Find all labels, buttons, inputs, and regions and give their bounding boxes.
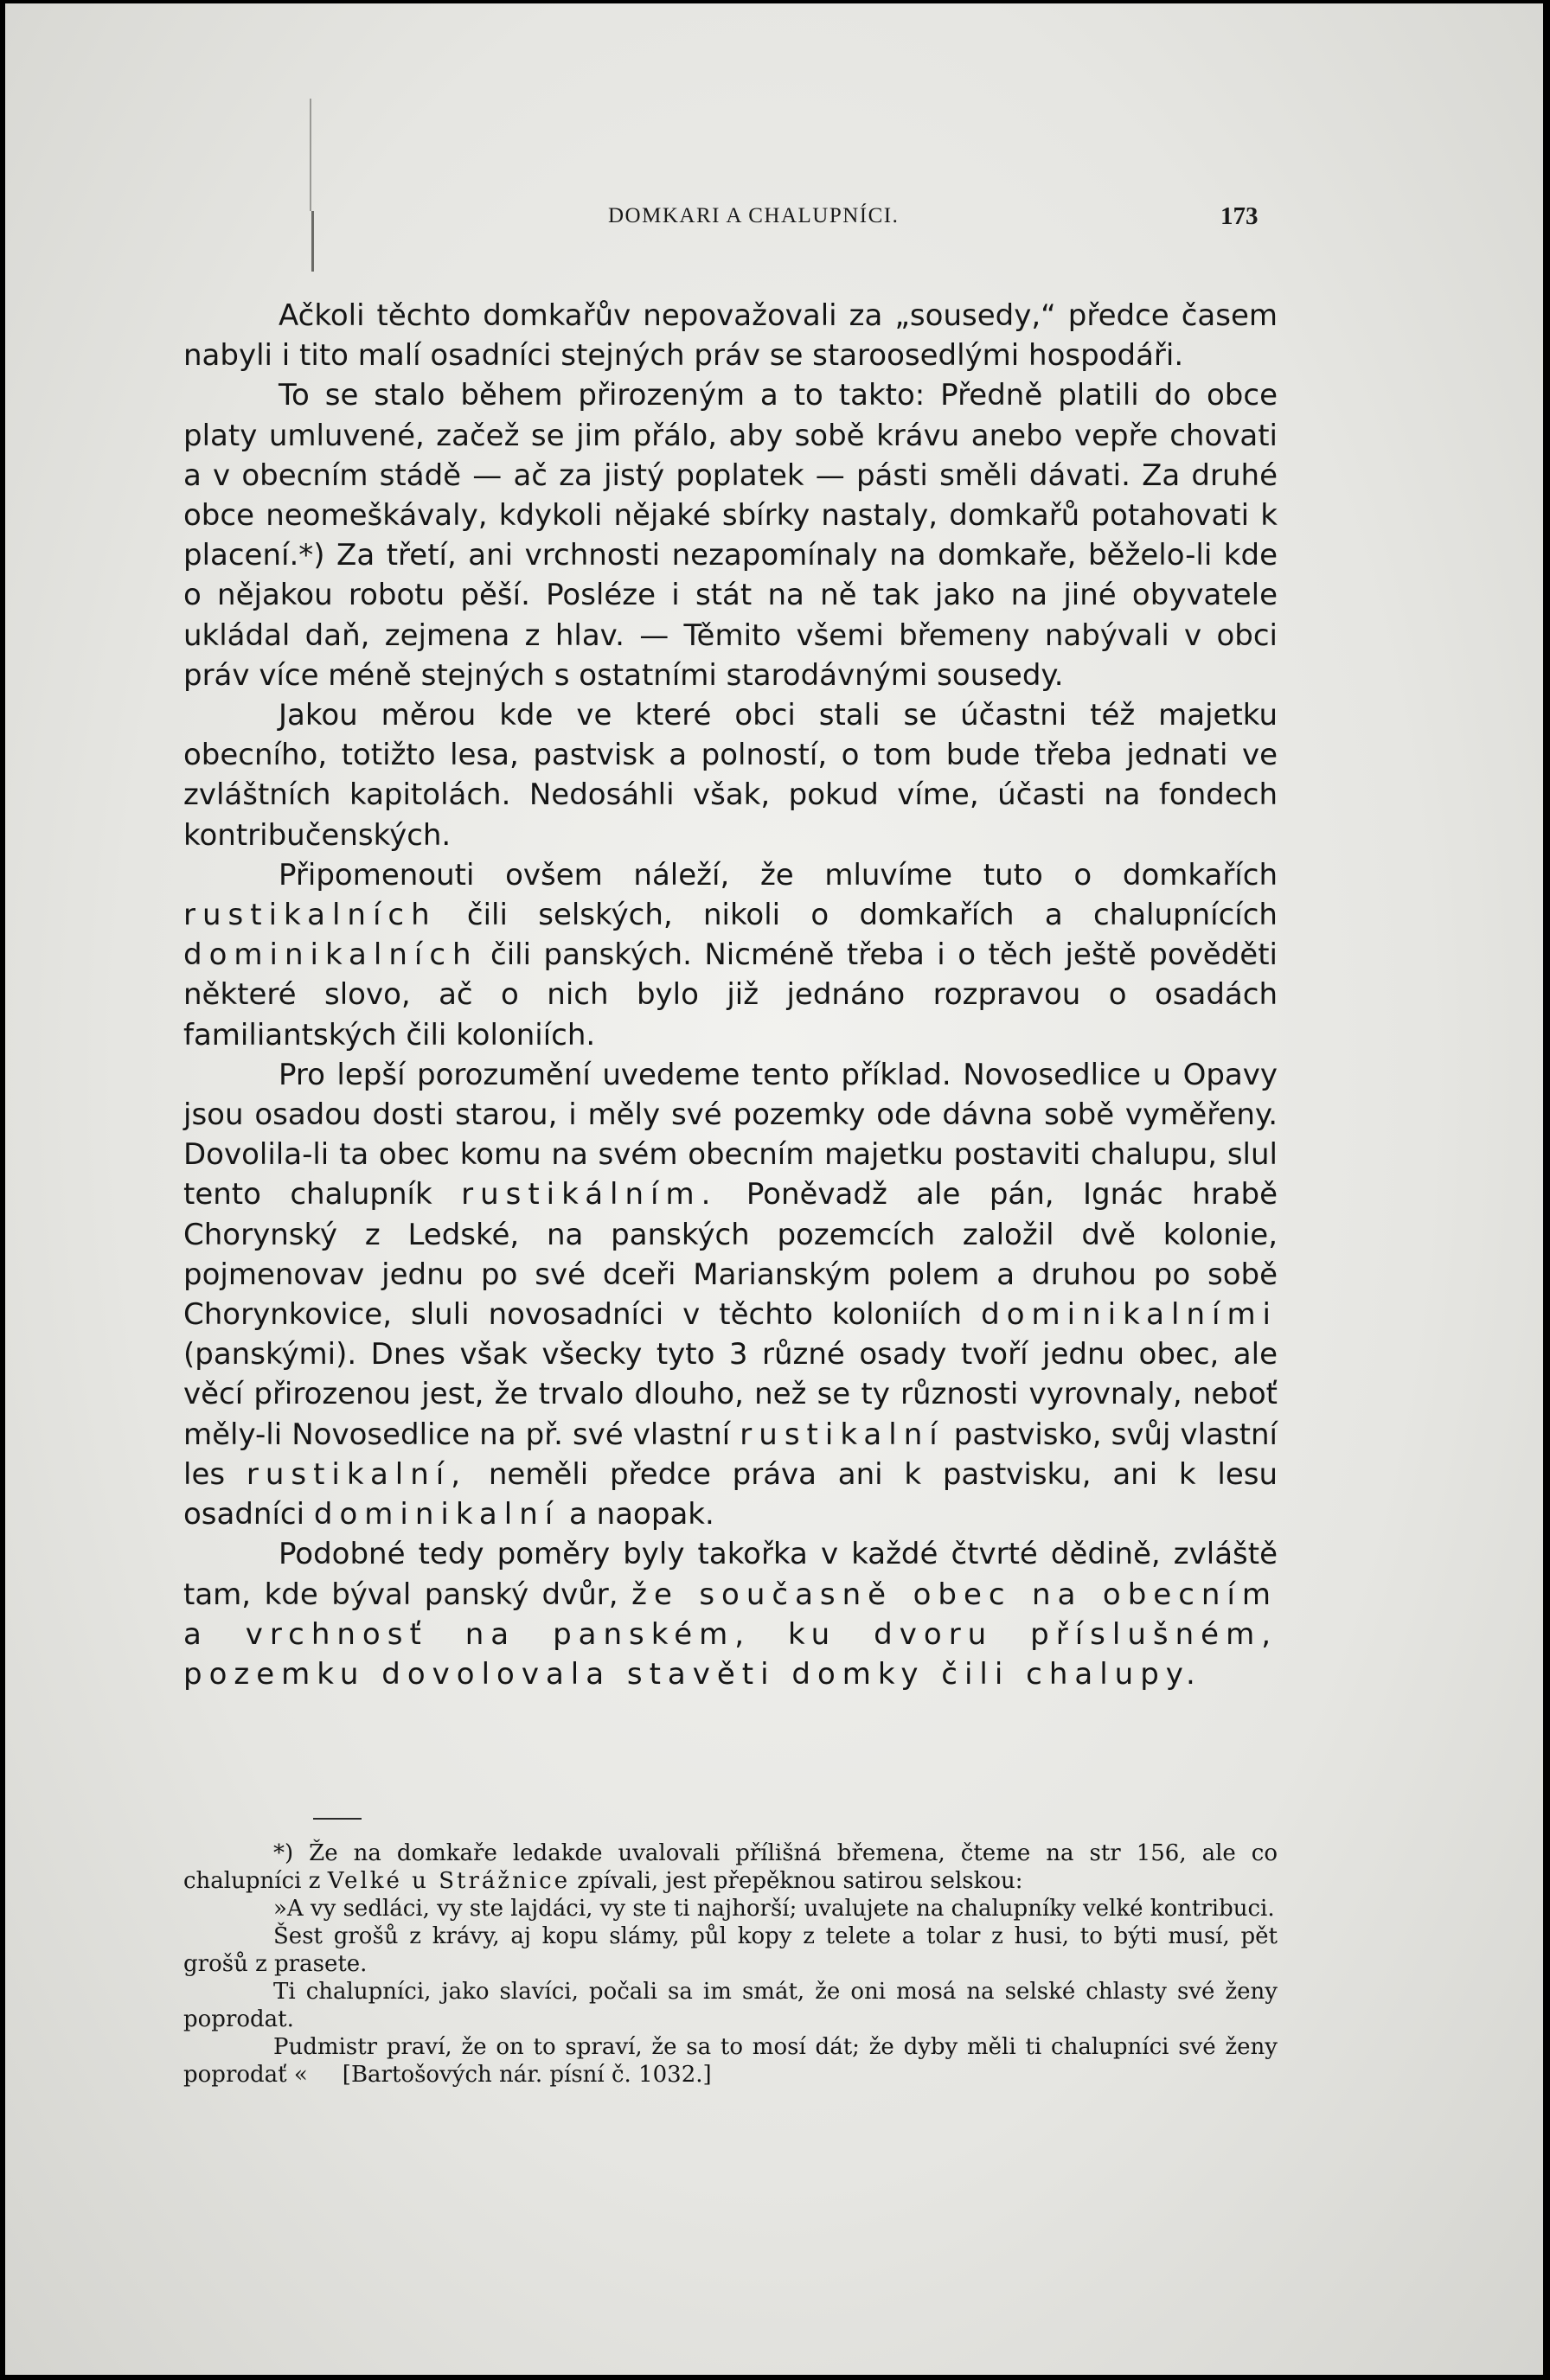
paragraph: To se stalo během přirozeným a to takto: Předně platili do obce platy umluvené, začež se jim přálo, aby sobě krávu anebo vepře chovati a v obecním stádě — ač za jistý poplatek — pásti směli dávati. Za druhé obce neomeškávaly, kdykoli nějaké sbírky nastaly, domkařů potahovati k placení.*) Za třetí, ani vrchnosti nezapomínaly na domkaře, běželo-li kde o nějakou robotu pěší. Posléze i stát na ně tak jako na jiné obyvatele ukládal daň, zejmena z hlav. — Těmito všemi břemeny nabývali v obci práv více méně stejných s ostatními starodávnými sousedy. — [183, 378, 1278, 693]
text-run: *) Že na domkaře ledakde uvalovali přílišná břemena, čteme na str 156, ale co chalupníci z — [183, 1840, 1278, 1894]
body-text — [183, 296, 1278, 1694]
paragraph — [183, 1534, 1278, 1694]
footnote-verse: »A vy sedláci, vy ste lajdáci, vy ste ti najhorší; uvalujete na chalupníky velké kontribuci. — [273, 1896, 1275, 1922]
spaced-term: dominikalních — [183, 937, 478, 973]
text-run: a naopak. — [569, 1497, 714, 1532]
spaced-term: dominikalní — [313, 1497, 560, 1532]
spaced-term: Velké u Strážnice — [327, 1868, 571, 1894]
text-run: Pudmistr praví, že on to spraví, že sa to mosí dát; že dyby měli ti chalupníci své ženy poprodať « — [183, 2034, 1278, 2088]
running-title: DOMKARI A CHALUPNÍCI. — [608, 204, 900, 227]
book-page — [5, 3, 1543, 2375]
footnote — [183, 1839, 1278, 1895]
footnote-verse: Ti chalupníci, jako slavíci, počali sa im smát, že oni mosá na selské chlasty své ženy poprodat. — [183, 1979, 1278, 2032]
text-run: čili selských, nikoli o domkařích a chalupnících — [466, 898, 1278, 933]
text-run: Připomenouti ovšem náleží, že mluvíme tuto o domkařích — [279, 857, 1278, 892]
paragraph — [183, 1055, 1278, 1534]
footnote-rule — [313, 1818, 362, 1820]
spaced-term: dominikalními — [981, 1297, 1278, 1333]
spaced-term: rustikálním. — [461, 1177, 718, 1212]
footnote-verse: Šest grošů z krávy, aj kopu slámy, půl kopy z telete a tolar z husi, to býti musí, pět grošů z prasete. — [183, 1923, 1278, 1977]
footnotes — [183, 1839, 1278, 2089]
text-run: neměli předce práva ani k pastvisku, ani k lesu osadníci — [183, 1456, 1278, 1532]
footnote-verse — [183, 2033, 1278, 2089]
paragraph: Ačkoli těchto domkařův nepovažovali za „sousedy,“ předce časem nabyli i tito malí osadníci stejných práv se staroosedlými hospodáři. — [183, 298, 1278, 374]
spaced-term: rustikalní — [740, 1417, 945, 1452]
page-header — [5, 204, 1543, 239]
text-run: Poněvadž ale pán, Ignác hrabě Chorynský z Ledské, na panských pozemcích založil dvě kolonie, pojmenovav jednu po své dceři Marianským polem a druhou po sobě Chorynkovice, sluli novosadníci v těchto koloniích — [183, 1177, 1278, 1333]
text-run: Podobné tedy poměry byly takořka v každé čtvrté dědině, zvláště tam, kde býval panský dvůr, — [183, 1537, 1278, 1612]
spaced-term: rustikalní, — [246, 1456, 468, 1492]
text-run: zpívali, jest přepěknou satirou selskou: — [577, 1868, 1023, 1894]
spaced-term: rustikalních — [183, 898, 437, 933]
text-run: pastvisko, svůj vlastní les — [183, 1417, 1278, 1492]
paragraph — [183, 855, 1278, 1055]
source-citation: [Bartošových nár. písní č. 1032.] — [342, 2062, 712, 2088]
text-run: (panskými). Dnes však všecky tyto 3 různé osady tvoří jednu obec, ale věcí přirozenou jest, že trvalo dlouho, než se ty různosti vyrovnaly, neboť měly-li Novosedlice na př. své vlastní — [183, 1337, 1278, 1452]
paragraph: Jakou měrou kde ve které obci stali se účastni též majetku obecního, totižto lesa, pastvisk a polností, o tom bude třeba jednati ve zvláštních kapitolách. Nedosáhli však, pokud víme, účasti na fondech kontribučenských. — [183, 698, 1278, 853]
text-run: čili panských. Nicméně třeba i o těch ještě pověděti některé slovo, ač o nich bylo již jednáno rozpravou o osadách familiantských čili koloniích. — [183, 937, 1278, 1052]
spaced-phrase: že současně obec na obecním a vrchnosť na panském, ku dvoru příslušném, pozemku dovolovala stavěti domky čili chalupy. — [183, 1577, 1278, 1692]
page-number: 173 — [1220, 202, 1259, 230]
scan-artifact-line — [310, 99, 311, 211]
text-run: Pro lepší porozumění uvedeme tento příklad. Novosedlice u Opavy jsou osadou dosti starou, i měly své pozemky ode dávna sobě vyměřeny. Dovolila-li ta obec komu na svém obecním majetku postaviti chalupu, slul tento chalupník — [183, 1057, 1278, 1212]
